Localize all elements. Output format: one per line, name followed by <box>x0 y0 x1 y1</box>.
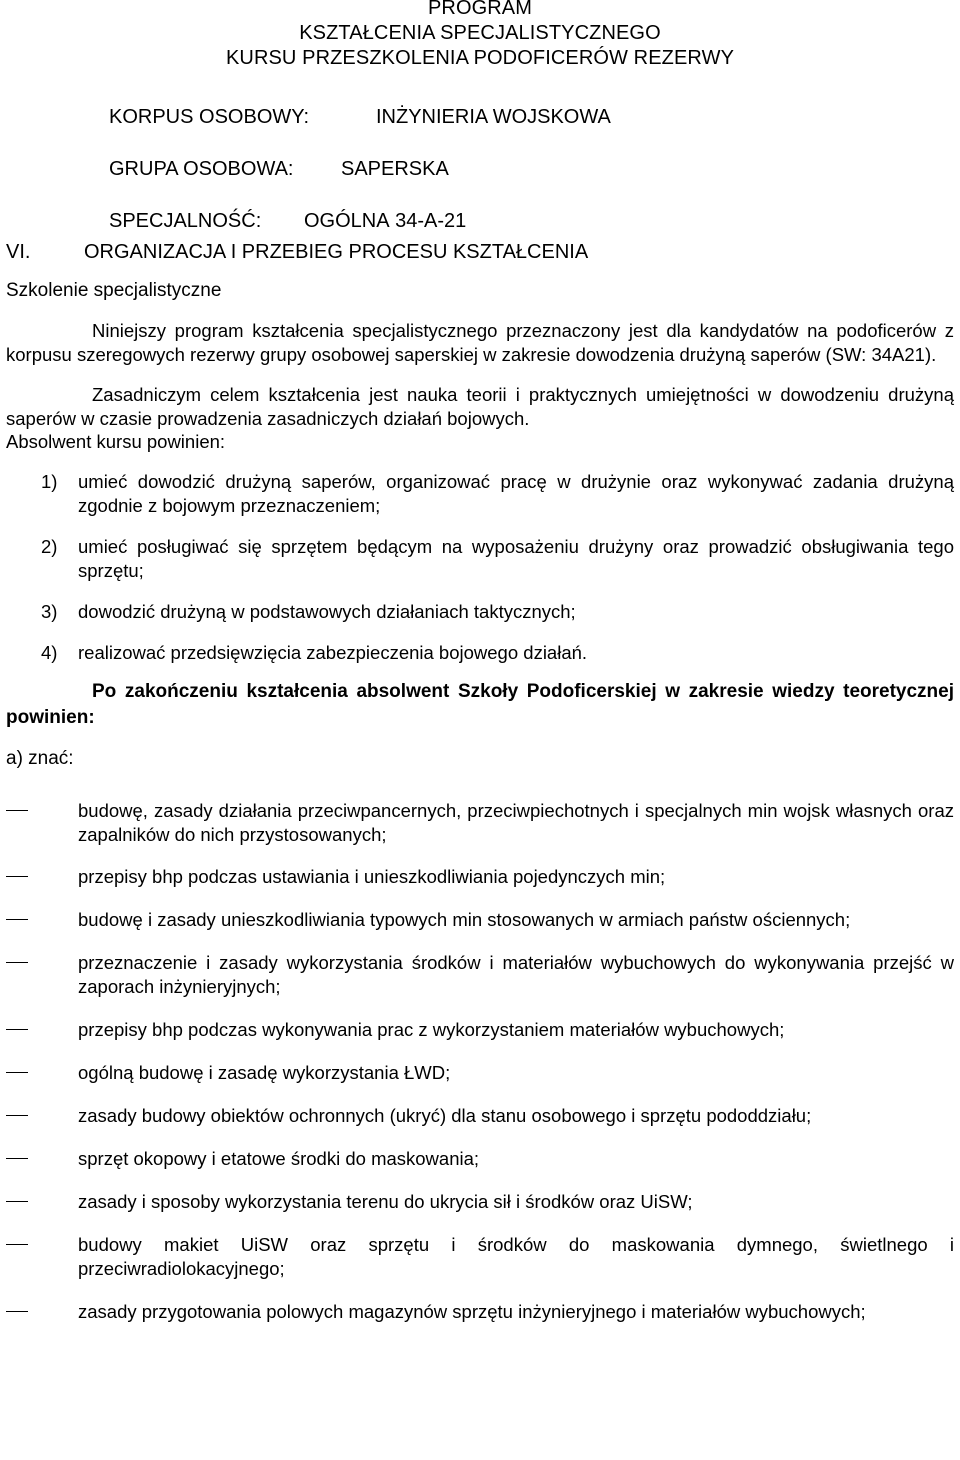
list-item <box>6 470 954 518</box>
paragraph-intro: Niniejszy program kształcenia specjalistycznego przeznaczony jest dla kandydatów na podoficerów z korpusu szeregowych rezerwy grupy osobowej saperskiej w zakresie dowodzenia drużyną saperów (SW: 34A21). <box>6 320 954 365</box>
dash-icon <box>6 919 28 920</box>
bullet-text: sprzęt okopowy i etatowe środki do maskowania; <box>78 1147 480 1169</box>
specjalnosc-code: 34-A-21 <box>395 210 467 232</box>
bullet-text: przeznaczenie i zasady wykorzystania środków i materiałów wybuchowych do wykonywania przejść w zaporach inżynieryjnych; <box>78 951 954 997</box>
bullet-text: budowę, zasady działania przeciwpancernych, przeciwpiechotnych i specjalnych min wojsk własnych oraz zapalników do nich przystosowanych; <box>78 799 954 845</box>
bullet-item <box>6 1190 954 1214</box>
bullet-item <box>6 908 954 932</box>
section-subtitle: Szkolenie specjalistyczne <box>6 280 222 301</box>
list-item <box>6 641 954 665</box>
document-title <box>6 0 954 71</box>
bullet-item <box>6 1104 954 1128</box>
list-text: umieć posługiwać się sprzętem będącym na wyposażeniu drużyny oraz prowadzić obsługiwania tego sprzętu; <box>78 535 954 581</box>
dash-icon <box>6 1201 28 1202</box>
document-page <box>6 0 954 1324</box>
list-item <box>6 600 954 624</box>
list-marker: 1) <box>41 470 58 492</box>
specjalnosc-label: SPECJALNOŚĆ: <box>109 210 262 232</box>
list-text: realizować przedsięwzięcia zabezpieczenia bojowego działań. <box>78 641 588 663</box>
bullet-text: zasady budowy obiektów ochronnych (ukryć) dla stanu osobowego i sprzętu pododdziału; <box>78 1104 812 1126</box>
dash-icon <box>6 962 28 963</box>
grupa-value: SAPERSKA <box>341 158 449 180</box>
sub-heading-a: a) znać: <box>6 747 74 769</box>
numbered-list <box>6 470 954 665</box>
dash-icon <box>6 1311 28 1312</box>
dash-icon <box>6 810 28 811</box>
bullet-item <box>6 951 954 999</box>
list-marker: 2) <box>41 535 58 557</box>
list-text: dowodzić drużyną w podstawowych działaniach taktycznych; <box>78 600 576 622</box>
bullet-text: przepisy bhp podczas wykonywania prac z wykorzystaniem materiałów wybuchowych; <box>78 1018 785 1040</box>
dash-icon <box>6 1158 28 1159</box>
dash-icon <box>6 1072 28 1073</box>
specjalnosc-value: OGÓLNA <box>304 210 390 232</box>
list-text: umieć dowodzić drużyną saperów, organizować pracę w drużynie oraz wykonywać zadania drużyną zgodnie z bojowym przeznaczeniem; <box>78 470 954 516</box>
lead-paragraph: Po zakończeniu kształcenia absolwent Szkoły Podoficerskiej w zakresie wiedzy teoretycznej powinien: <box>6 680 954 728</box>
paragraph-goal: Zasadniczym celem kształcenia jest nauka teorii i praktycznych umiejętności w dowodzeniu drużyną saperów w czasie prowadzenia zasadniczych działań bojowych. <box>6 384 954 429</box>
bullet-text: zasady i sposoby wykorzystania terenu do ukrycia sił i środków oraz UiSW; <box>78 1190 693 1212</box>
section-number: VI. <box>6 241 31 263</box>
title-line-3: KURSU PRZESZKOLENIA PODOFICERÓW REZERWY <box>225 47 735 69</box>
section-heading <box>6 239 954 265</box>
korpus-row <box>109 104 954 130</box>
list-marker: 3) <box>41 600 58 622</box>
list-marker: 4) <box>41 641 58 663</box>
meta-block <box>109 104 954 234</box>
bullet-text: ogólną budowę i zasadę wykorzystania ŁWD; <box>78 1061 451 1083</box>
bullet-item <box>6 1018 954 1042</box>
bullet-item <box>6 1061 954 1085</box>
korpus-label: KORPUS OSOBOWY: <box>109 106 310 128</box>
grupa-label: GRUPA OSOBOWA: <box>109 158 294 180</box>
dash-icon <box>6 1244 28 1245</box>
grupa-row <box>109 156 954 182</box>
korpus-value: INŻYNIERIA WOJSKOWA <box>376 106 611 128</box>
list-item <box>6 535 954 583</box>
dash-icon <box>6 1115 28 1116</box>
bullet-item <box>6 1147 954 1171</box>
bullet-item <box>6 865 954 889</box>
section-title: ORGANIZACJA I PRZEBIEG PROCESU KSZTAŁCENIA <box>84 241 589 263</box>
title-line-2: KSZTAŁCENIA SPECJALISTYCZNEGO <box>299 22 661 44</box>
dash-icon <box>6 876 28 877</box>
bullet-item <box>6 799 954 847</box>
bullet-text: przepisy bhp podczas ustawiania i unieszkodliwiania pojedynczych min; <box>78 865 666 887</box>
bullet-text: zasady przygotowania polowych magazynów sprzętu inżynieryjnego i materiałów wybuchowych; <box>78 1300 866 1322</box>
bullet-text: budowę i zasady unieszkodliwiania typowych min stosowanych w armiach państw ościennych; <box>78 908 851 930</box>
specjalnosc-row <box>109 208 954 234</box>
title-line-1: PROGRAM <box>427 0 533 19</box>
bullet-item <box>6 1233 954 1281</box>
bullet-text: budowy makiet UiSW oraz sprzętu i środków do maskowania dymnego, świetlnego i przeciwradiolokacyjnego; <box>78 1233 954 1279</box>
paragraph-graduate: Absolwent kursu powinien: <box>6 431 226 452</box>
bullet-item <box>6 1300 954 1324</box>
bullet-list <box>6 799 954 1324</box>
dash-icon <box>6 1029 28 1030</box>
